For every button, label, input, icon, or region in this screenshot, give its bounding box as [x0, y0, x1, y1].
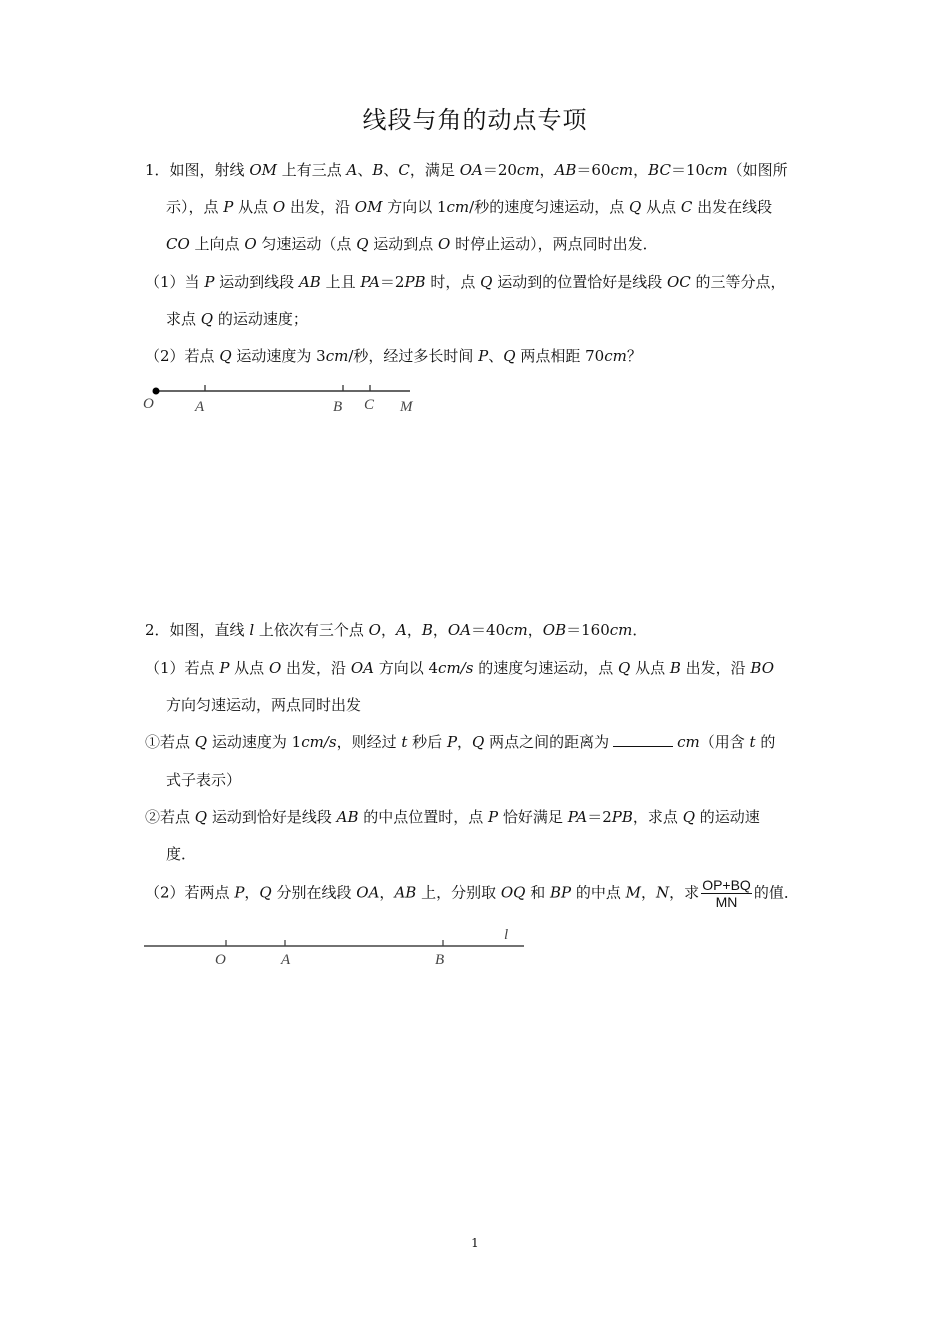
fraction-numerator: OP+BQ — [702, 877, 751, 893]
text: 的值． — [753, 883, 799, 902]
text: 、 — [357, 161, 373, 179]
text: 从点 — [233, 198, 273, 216]
var: O — [368, 621, 381, 639]
text: 的中点位置时，点 — [358, 808, 489, 826]
var: N — [656, 883, 670, 902]
var: A — [396, 621, 407, 639]
var: C — [680, 198, 693, 216]
unit: cm — [705, 161, 728, 179]
unit: cm — [325, 347, 349, 365]
var: AB — [336, 808, 359, 826]
var: Q — [356, 235, 369, 253]
text: ＝2 — [587, 808, 612, 826]
var: AB — [394, 883, 417, 902]
unit: cm — [610, 161, 634, 179]
var: OA — [356, 883, 380, 902]
var: OB — [542, 621, 567, 639]
text: ， — [244, 883, 260, 902]
unit: cm — [604, 347, 627, 365]
text: 的中点 — [571, 883, 626, 902]
unit: cm — [505, 621, 528, 639]
var: t — [749, 733, 756, 751]
q1-line-3 — [166, 234, 658, 254]
text: 出发，沿 — [285, 198, 355, 216]
var: OQ — [500, 883, 526, 902]
text: ， — [457, 733, 473, 751]
var: AB — [554, 161, 577, 179]
text: ， — [379, 883, 395, 902]
text: 时停止运动），两点同时出发． — [450, 235, 658, 253]
text: 求点 — [166, 310, 201, 328]
answer-blank[interactable] — [613, 732, 673, 747]
text: 的运动速 — [695, 808, 760, 826]
label-l: l — [504, 927, 509, 943]
text: 运动到线段 — [214, 273, 299, 291]
var: Q — [200, 310, 214, 328]
var: BC — [648, 161, 671, 179]
var: B — [372, 161, 384, 179]
text: 上有三点 — [276, 161, 347, 179]
page-number: 1 — [471, 1236, 479, 1250]
label-a: A — [195, 399, 205, 415]
fraction-denominator: MN — [715, 894, 738, 910]
var: BP — [550, 883, 572, 902]
text: 运动到点 — [368, 235, 439, 253]
text: ＝160 — [566, 621, 610, 639]
text: （如图所 — [727, 161, 788, 179]
label-a: A — [281, 952, 291, 968]
text: （2）若两点 — [145, 883, 235, 902]
text: ， — [432, 621, 448, 639]
var: OA — [459, 161, 483, 179]
q2-line-5 — [166, 770, 241, 790]
q2-line-3 — [166, 695, 361, 715]
text: ． — [632, 621, 648, 639]
var: Q — [194, 733, 208, 751]
page-title: 线段与角的动点专项 — [362, 106, 588, 134]
text: ②若点 — [145, 808, 195, 826]
text: 度． — [166, 845, 197, 863]
unit: cm/s — [438, 659, 474, 677]
var: B — [669, 659, 681, 677]
text: 匀速运动（点 — [256, 235, 357, 253]
text: 从点 — [641, 198, 681, 216]
text: 的 — [755, 733, 776, 751]
text: 出发在线段 — [692, 198, 773, 216]
var: A — [346, 161, 358, 179]
var: OA — [350, 659, 374, 677]
var: PB — [404, 273, 426, 291]
text: （用含 — [699, 733, 750, 751]
var: OM — [249, 161, 277, 179]
q1-line-4 — [145, 272, 786, 292]
unit: cm — [677, 733, 700, 751]
text: （1）若点 — [145, 659, 220, 677]
var: O — [272, 198, 286, 216]
text: 两点之间的距离为 — [484, 733, 610, 751]
point-o-dot — [153, 388, 160, 395]
text: 的运动速度； — [213, 310, 308, 328]
text: ，求点 — [632, 808, 683, 826]
text: /秒，经过多长时间 — [348, 347, 479, 365]
text: 恰好满足 — [498, 808, 568, 826]
var: B — [421, 621, 433, 639]
text: 从点 — [229, 659, 269, 677]
fraction — [701, 877, 752, 910]
unit: cm — [516, 161, 540, 179]
var: CO — [166, 235, 190, 253]
var: PA — [567, 808, 588, 826]
text: 出发，沿 — [680, 659, 751, 677]
text: 时，点 — [425, 273, 481, 291]
text: （2）若点 — [145, 347, 220, 365]
text: 运动到的位置恰好是线段 — [492, 273, 667, 291]
text: 从点 — [630, 659, 670, 677]
text: 上依次有三个点 — [254, 621, 369, 639]
text: 1．如图，射线 — [145, 161, 250, 179]
text: 上且 — [320, 273, 361, 291]
var: M — [625, 883, 642, 902]
var: Q — [480, 273, 493, 291]
unit: cm — [446, 198, 470, 216]
text: 式子表示） — [166, 771, 242, 789]
var: OA — [447, 621, 472, 639]
line-l-figure — [140, 924, 530, 970]
text: 方向以 1 — [382, 198, 447, 216]
text: 的速度匀速运动，点 — [473, 659, 618, 677]
q2-line-6 — [145, 807, 760, 827]
text: 2．如图，直线 — [145, 621, 250, 639]
q2-line-4 — [145, 732, 775, 752]
q1-line-1 — [145, 160, 788, 180]
text: ？ — [626, 347, 642, 365]
var: Q — [194, 808, 208, 826]
var: OM — [354, 198, 383, 216]
text: 上，分别取 — [416, 883, 501, 902]
text: 方向匀速运动，两点同时出发 — [166, 696, 362, 714]
text: ，满足 — [409, 161, 460, 179]
var: Q — [682, 808, 696, 826]
var: P — [478, 347, 489, 365]
var: AB — [298, 273, 321, 291]
q2-line-1 — [145, 620, 647, 640]
text: ，求 — [669, 883, 700, 902]
label-b: B — [333, 399, 343, 415]
text: 运动到恰好是线段 — [207, 808, 337, 826]
text: 运动速度为 3 — [231, 347, 326, 365]
q1-line-6 — [145, 346, 642, 366]
label-o: O — [143, 396, 154, 412]
text: 、 — [383, 161, 399, 179]
unit: cm/s — [301, 733, 337, 751]
label-c: C — [364, 397, 375, 413]
var: BO — [750, 659, 775, 677]
text: （1）当 — [145, 273, 205, 291]
var: t — [401, 733, 408, 751]
var: Q — [628, 198, 642, 216]
text: ＝2 — [379, 273, 405, 291]
text: 和 — [525, 883, 550, 902]
text: 两点相距 70 — [515, 347, 605, 365]
q1-line-5 — [166, 309, 308, 329]
text: ， — [380, 621, 396, 639]
text: 上向点 — [189, 235, 245, 253]
text: ， — [633, 161, 649, 179]
text: 的三等分点， — [690, 273, 786, 291]
text: ＝40 — [471, 621, 506, 639]
text: ＝10 — [670, 161, 706, 179]
text: ， — [641, 883, 657, 902]
label-m: M — [400, 399, 413, 415]
var: Q — [259, 883, 272, 902]
text: ， — [406, 621, 422, 639]
text: /秒的速度匀速运动，点 — [469, 198, 629, 216]
var: P — [223, 198, 234, 216]
var: Q — [503, 347, 516, 365]
text: ， — [527, 621, 543, 639]
text: 、 — [488, 347, 504, 365]
label-o: O — [215, 952, 226, 968]
var: O — [438, 235, 451, 253]
var: Q — [472, 733, 485, 751]
var: Q — [219, 347, 232, 365]
q2-line-8 — [145, 877, 799, 910]
ray-om-figure — [140, 378, 430, 420]
text: ，则经过 — [336, 733, 402, 751]
var: P — [488, 808, 499, 826]
var: OC — [667, 273, 691, 291]
var: P — [204, 273, 215, 291]
var: Q — [617, 659, 631, 677]
q1-line-2 — [166, 197, 772, 217]
var: O — [268, 659, 282, 677]
var: O — [244, 235, 257, 253]
var: P — [446, 733, 458, 751]
text: 方向以 4 — [373, 659, 439, 677]
text: ①若点 — [145, 733, 195, 751]
text: 分别在线段 — [271, 883, 357, 902]
var: PA — [360, 273, 380, 291]
text: 出发，沿 — [281, 659, 351, 677]
var: C — [398, 161, 410, 179]
text: 运动速度为 1 — [207, 733, 302, 751]
unit: cm — [609, 621, 633, 639]
text: ， — [539, 161, 555, 179]
text: 示），点 — [166, 198, 224, 216]
var: PB — [611, 808, 633, 826]
text: ＝60 — [576, 161, 611, 179]
var: P — [234, 883, 245, 902]
q2-line-7 — [166, 844, 196, 864]
var: P — [219, 659, 230, 677]
text: 秒后 — [407, 733, 447, 751]
q2-line-2 — [145, 658, 774, 678]
var: l — [249, 621, 255, 639]
label-b: B — [435, 952, 445, 968]
text: ＝20 — [482, 161, 517, 179]
